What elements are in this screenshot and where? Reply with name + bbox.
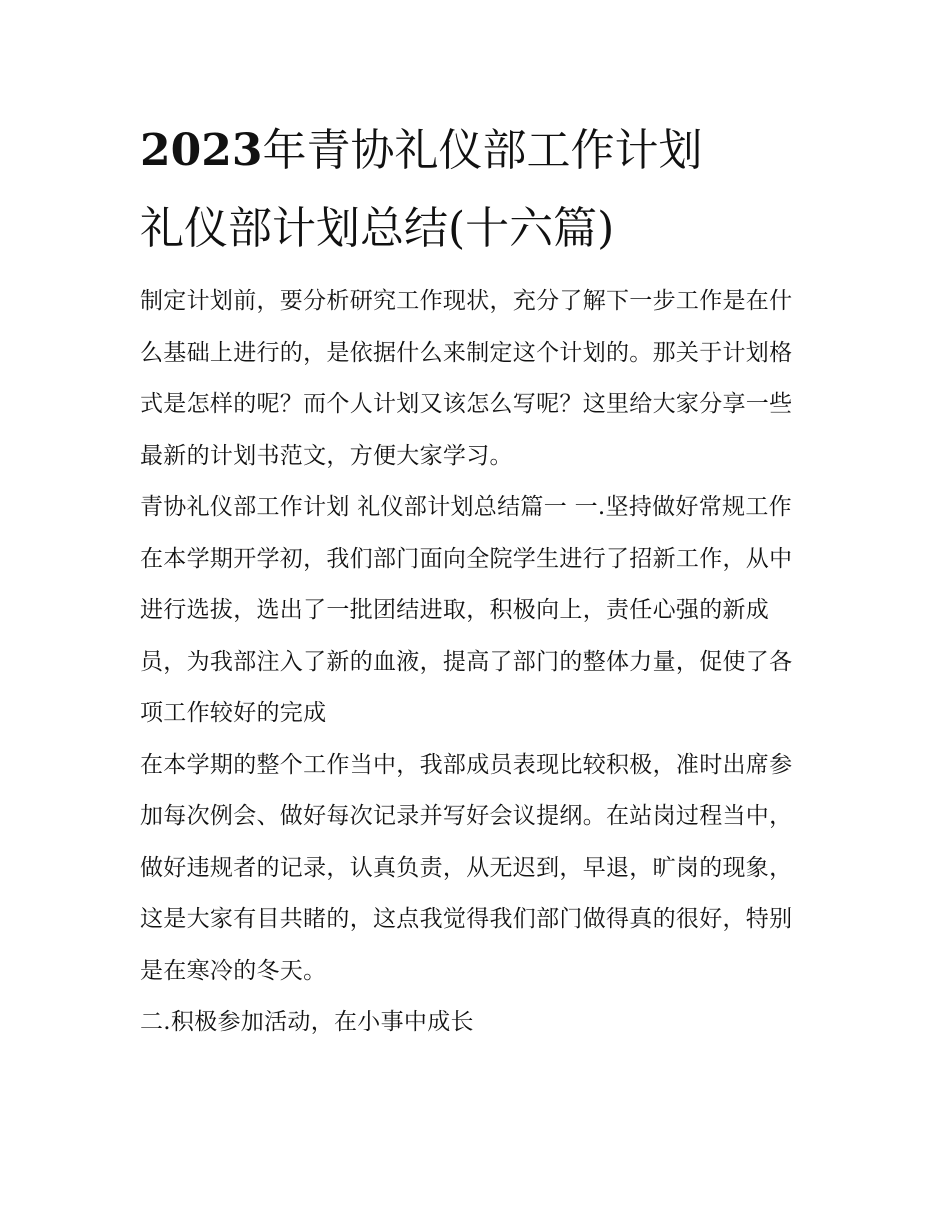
document-title	[140, 112, 820, 268]
document-body	[140, 276, 815, 1049]
paragraph-work-performance: 在本学期的整个工作当中，我部成员表现比较积极，准时出席参加每次例会、做好每次记录并写好会议提纲。在站岗过程当中，做好违规者的记录，认真负责，从无迟到，早退，旷岗的现象，这是大家有目共睹的，这点我觉得我们部门做得真的很好，特别是在寒冷的冬天。	[140, 751, 793, 984]
title-line-1-text: 年青协礼仪部工作计划	[262, 125, 703, 176]
title-line-2: 礼仪部计划总结(十六篇)	[140, 203, 615, 254]
paragraph-section-two: 二.积极参加活动，在小事中成长	[140, 1009, 474, 1035]
title-year: 2023	[140, 125, 263, 176]
paragraph-intro: 制定计划前，要分析研究工作现状，充分了解下一步工作是在什么基础上进行的，是依据什么来制定这个计划的。那关于计划格式是怎样的呢？而个人计划又该怎么写呢？这里给大家分享一些最新的计划书范文，方便大家学习。	[140, 288, 793, 469]
title-line-1	[140, 112, 820, 190]
paragraph-recruitment: 在本学期开学初，我们部门面向全院学生进行了招新工作，从中进行选拔，选出了一批团结进取，积极向上，责任心强的新成员，为我部注入了新的血液，提高了部门的整体力量，促使了各项工作较好的完成	[140, 545, 793, 726]
paragraph-section-heading: 青协礼仪部工作计划 礼仪部计划总结篇一 一.坚持做好常规工作	[140, 494, 792, 520]
